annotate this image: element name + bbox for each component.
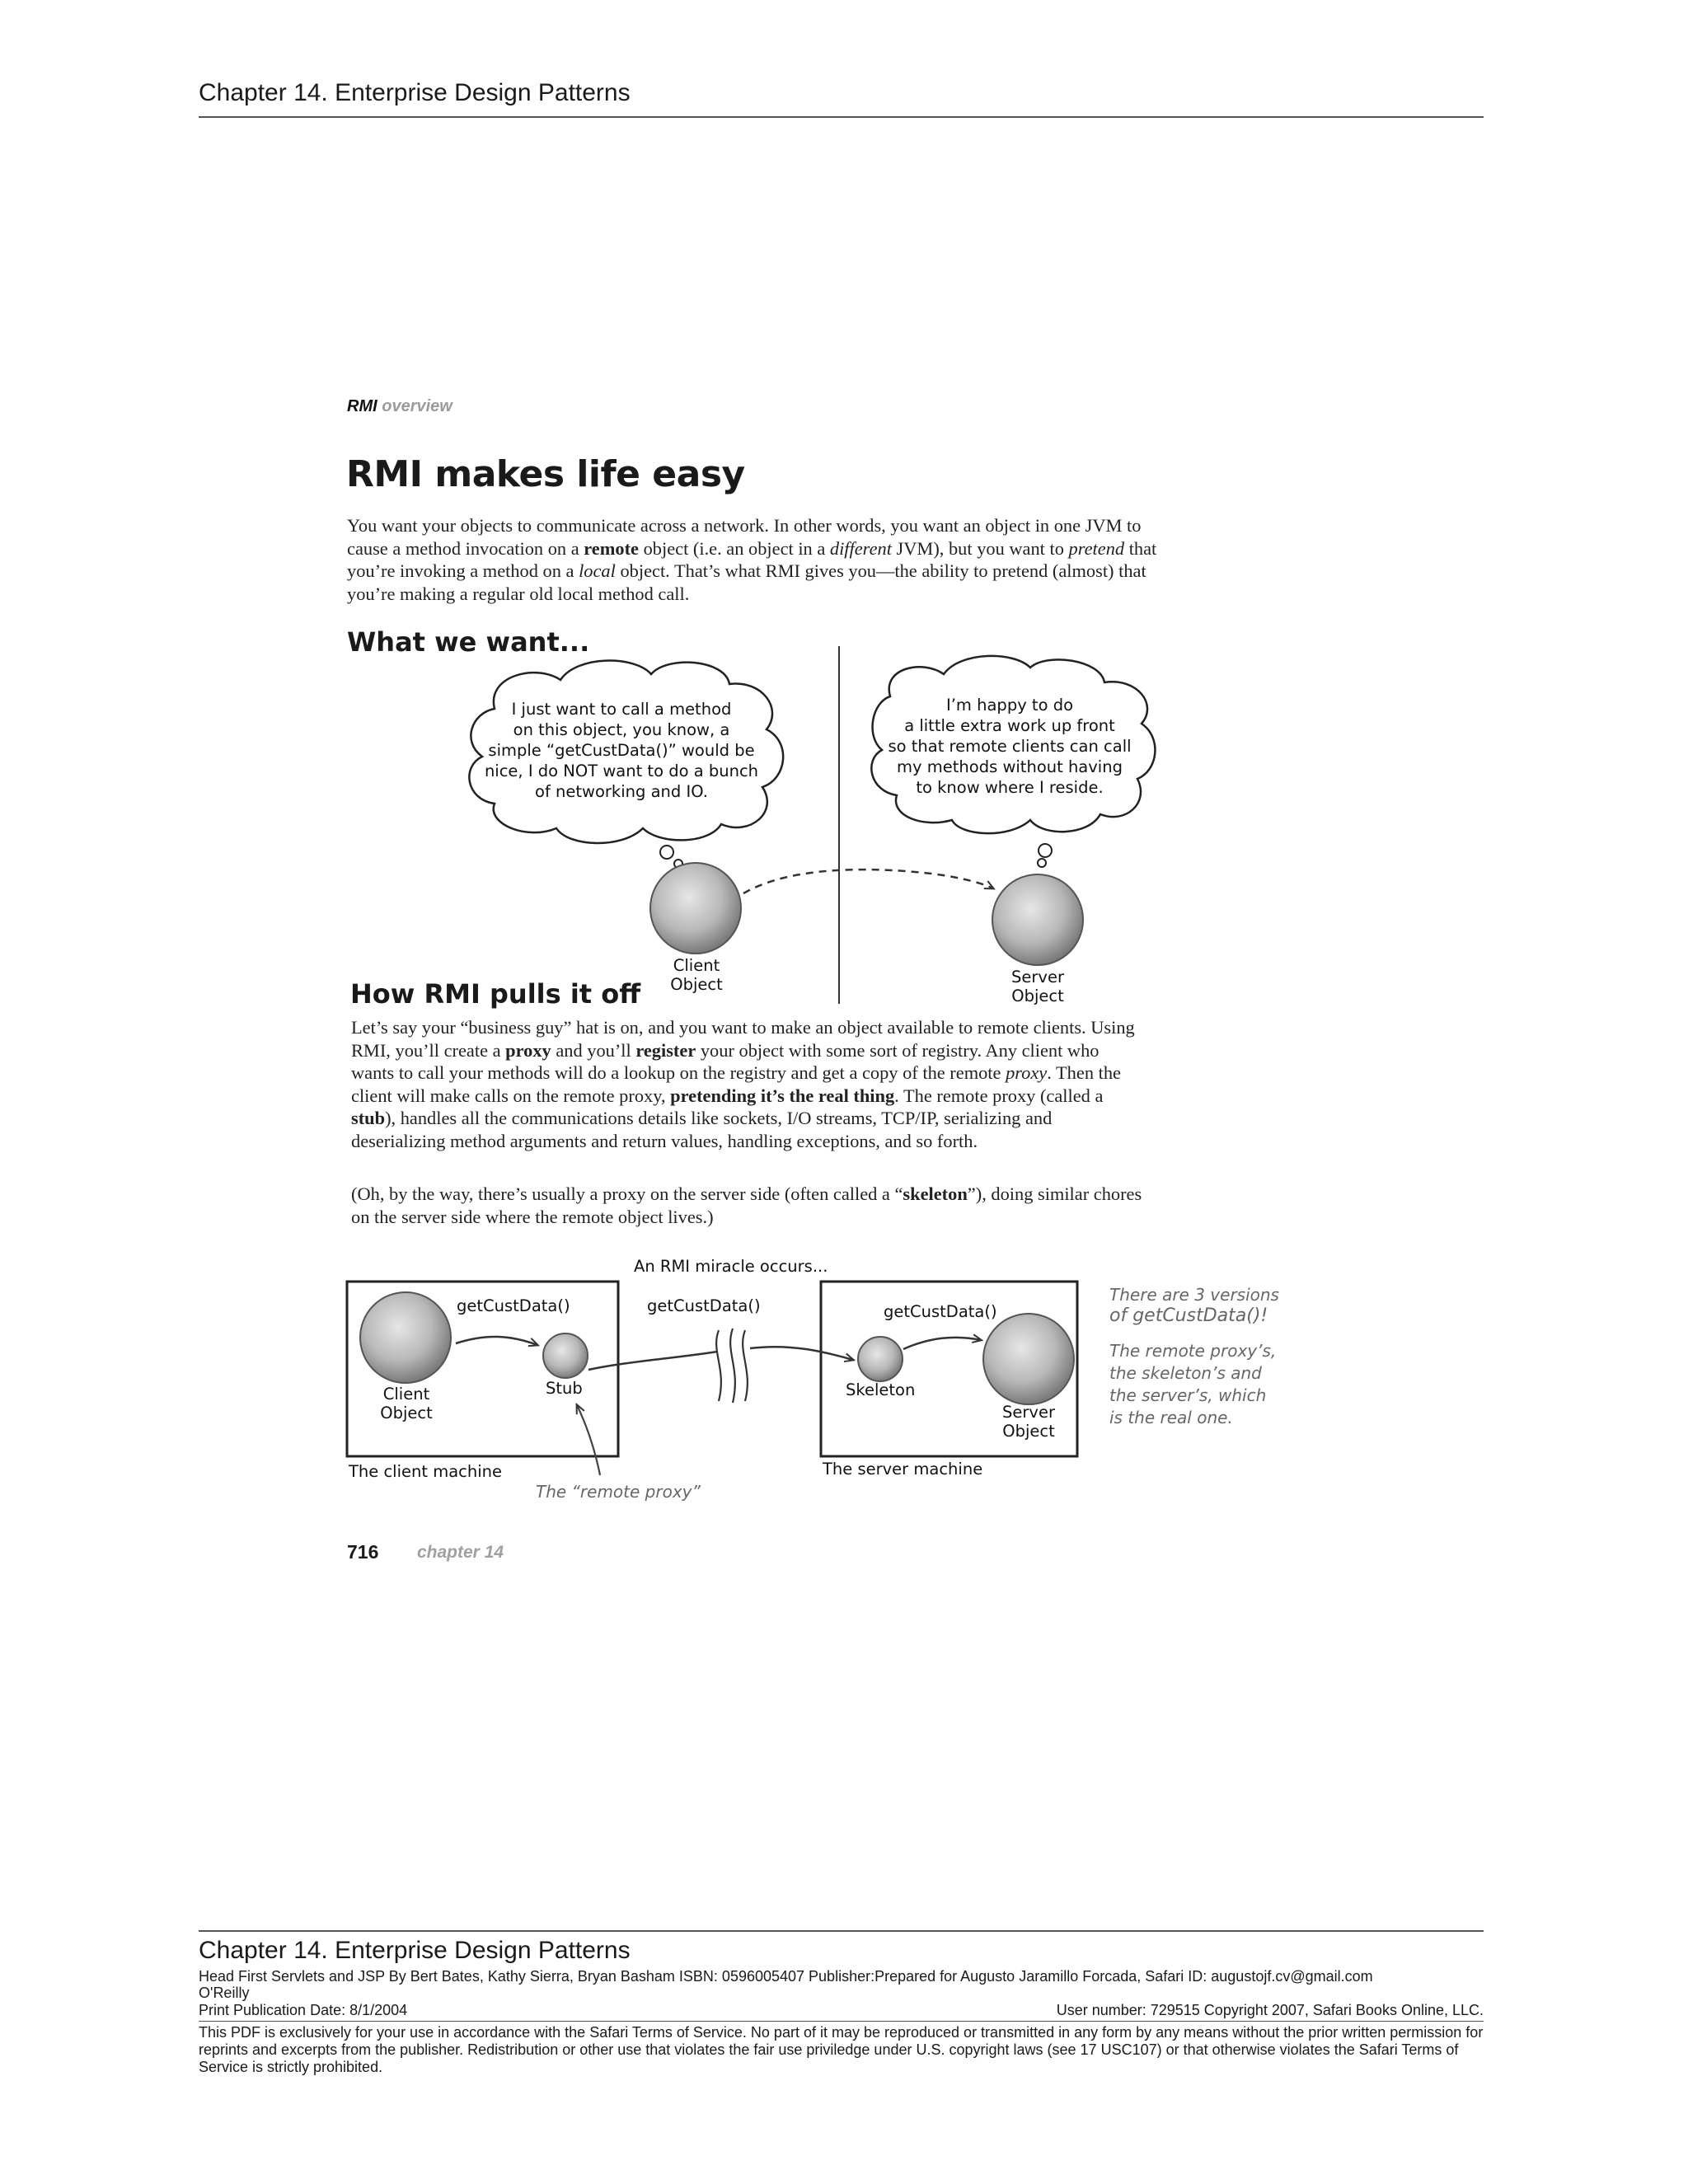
footer-user-number: User number: 729515 Copyright 2007, Safari Books Online, LLC. xyxy=(1056,2002,1484,2018)
how-rmi-heading: How RMI pulls it off xyxy=(350,978,641,1010)
footer-book-info: Head First Servlets and JSP By Bert Bates, Kathy Sierra, Bryan Basham ISBN: 0596005407 Publisher:Prepared for Augusto Jaramillo Forcada, Safari ID: augustojf.cv@gmail.com xyxy=(199,1968,1373,1985)
call-label-wire: getCustData() xyxy=(647,1296,761,1315)
bottom-client-ball xyxy=(360,1292,451,1383)
client-object-ball xyxy=(650,863,741,954)
versions-note: There are 3 versions of getCustData()! xyxy=(1109,1285,1279,1326)
footer-legal-notice: This PDF is exclusively for your use in accordance with the Safari Terms of Service. No part of it may be reproduced or transmitted in any form by any means without the prior written permission for reprints and excerpts from the publisher. Redistribution or other use that violates the fair use priviledge under U.S. copyright laws (see 17 USC107) or that otherwise violates the Safari Terms of Service is strictly prohibited. xyxy=(199,2024,1484,2075)
what-we-want-heading: What we want... xyxy=(347,626,590,658)
call-label-client: getCustData() xyxy=(457,1296,570,1315)
skeleton-label: Skeleton xyxy=(846,1380,916,1399)
intro-paragraph: You want your objects to communicate across a network. In other words, you want an object in one JVM to cause a method invocation on a remote object (i.e. an object in a different JVM), but you want to pretend that you’re invoking a method on a local object. That’s what RMI gives you—the ability to pretend (almost) that you’re making a regular old local method call. xyxy=(347,515,1157,604)
page-number: 716 xyxy=(347,1541,379,1563)
stub-ball xyxy=(543,1333,588,1378)
page-title: RMI makes life easy xyxy=(346,453,745,495)
bottom-server-object-label: Server Object xyxy=(1002,1403,1055,1441)
versions-detail-note: The remote proxy’s, the skeleton’s and the server’s, which is the real one. xyxy=(1109,1341,1277,1427)
footer-chapter-title: Chapter 14. Enterprise Design Patterns xyxy=(199,1937,631,1964)
how-rmi-paragraph: Let’s say your “business guy” hat is on, and you want to make an object available to remote clients. Using RMI, you’ll create a proxy and you’ll register your object with some sort of registry. Any client who wants to call your methods will do a lookup on the registry and get a copy of the remote proxy. Then the client will make calls on the remote proxy, pretending it’s the real thing. The remote proxy (called a stub), handles all the communications details like sockets, I/O streams, TCP/IP, serializing and deserializing method arguments and return values, handling exceptions, and so forth. xyxy=(351,1017,1135,1151)
wire-to-skeleton-arrow xyxy=(750,1347,853,1360)
server-machine-label: The server machine xyxy=(823,1460,983,1479)
client-to-stub-arrow xyxy=(456,1337,537,1345)
call-label-server: getCustData() xyxy=(884,1302,997,1321)
miracle-caption: An RMI miracle occurs... xyxy=(634,1257,828,1276)
kicker-bold: RMI xyxy=(347,397,377,415)
running-header-title: Chapter 14. Enterprise Design Patterns xyxy=(199,79,631,106)
thought-text-client: I just want to call a method on this object, you know, a simple “getCustData()” would be nice, I do NOT want to do a bunch of networking and IO. xyxy=(484,700,759,801)
footer-print-date: Print Publication Date: 8/1/2004 xyxy=(199,2002,408,2018)
remote-proxy-pointer xyxy=(577,1405,600,1475)
footer-rule-2 xyxy=(199,2021,1484,2022)
kicker-rest: overview xyxy=(382,397,452,415)
stub-label: Stub xyxy=(546,1379,583,1398)
client-machine-label: The client machine xyxy=(349,1462,503,1481)
footer-publisher: O'Reilly xyxy=(199,1985,250,2001)
skeleton-to-server-arrow xyxy=(903,1338,981,1349)
thought-text-server: I’m happy to do a little extra work up front so that remote clients can call my methods without having to know where I reside. xyxy=(888,696,1132,797)
stub-to-wire-line xyxy=(588,1352,717,1370)
dashed-call-arrow xyxy=(743,869,993,893)
folio-chapter: chapter 14 xyxy=(417,1543,504,1562)
skeleton-paragraph: (Oh, by the way, there’s usually a proxy on the server side (often called a “skeleton”), doing similar chores on the server side where the remote object lives.) xyxy=(351,1183,1142,1227)
footer-rule xyxy=(199,1930,1484,1932)
bottom-client-object-label: Client Object xyxy=(380,1385,433,1422)
server-object-ball xyxy=(992,874,1083,965)
server-object-label: Server Object xyxy=(1011,968,1064,1005)
bottom-server-ball xyxy=(983,1314,1074,1404)
client-object-label: Client Object xyxy=(670,956,723,994)
skeleton-ball xyxy=(858,1337,903,1381)
remote-proxy-annotation: The “remote proxy” xyxy=(536,1482,701,1502)
